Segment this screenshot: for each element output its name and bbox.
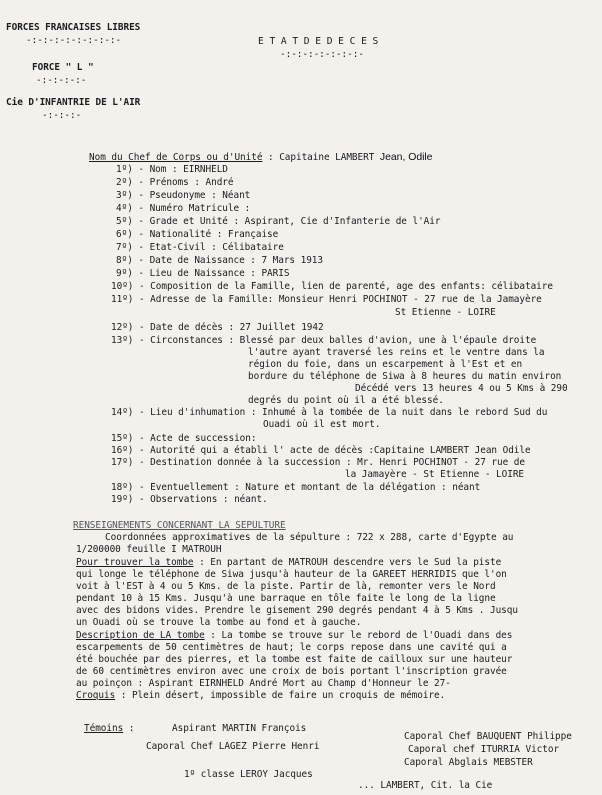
field-circonstances: 13º) - Circonstances : Blessé par deux balles d'avion, une à l'épaule droite (111, 335, 537, 346)
field-eventuellement: 18º) - Eventuellement : Nature et montant de la délégation : néant (111, 482, 481, 493)
field-circonstances-4: bordure du téléphone de Siwa à 8 heures du matin environ (248, 371, 562, 382)
org1-separator: -:-:-:-:-:-:-:-:- (26, 35, 122, 46)
croquis-text: : Plein désert, impossible de faire un croquis de mémoire. (115, 690, 446, 701)
field-pseudonyme: 3º) - Pseudonyme : Néant (116, 190, 251, 201)
field-destination: 17º) - Destination donnée à la succession : Mr. Henri POCHINOT - 27 rue de (111, 457, 525, 468)
field-nom: 1º) - Nom : EIRNHELD (116, 164, 228, 175)
tomb-description-text: : La tombe se trouve sur le rebord de l'Ouadi dans des (204, 630, 513, 641)
find-tomb-6: un Ouadi où se trouve la tombe au fond et à gauche. (76, 617, 362, 628)
org-free-french-forces: FORCES FRANCAISES LIBRES (6, 22, 141, 33)
tomb-description-2: escarpements de 50 centimètres de haut; le corps repose dans une cavité qui a (76, 642, 507, 653)
witness-leroy: 1º classe LEROY Jacques (184, 769, 313, 780)
field-destination-2: la Jamayère - St Etienne - LOIRE (345, 469, 525, 480)
field-observations: 19º) - Observations : néant. (111, 494, 268, 505)
burial-coords-2: 1/200000 feuille I MATROUH (76, 544, 222, 555)
tomb-description-label: Description de LA tombe (76, 630, 205, 641)
field-famille: 10º) - Composition de la Famille, lien de parenté, age des enfants: célibataire (111, 281, 553, 292)
field-succession: 15º) - Acte de succession: (111, 433, 257, 444)
field-circonstances-6: degrés du point où il a été blessé. (248, 395, 444, 406)
find-tomb-label: Pour trouver la tombe (76, 557, 194, 568)
tomb-description-line (76, 630, 512, 642)
field-naissance: 8º) - Date de Naissance : 7 Mars 1913 (116, 255, 323, 266)
field-date-deces: 12º) - Date de décès : 27 Juillet 1942 (111, 322, 324, 333)
witness-bauquent: Caporal Chef BAUQUENT Philippe (404, 731, 572, 742)
tomb-description-3: été bouchée par des pierres, et la tombe est faite de cailloux sur une hauteur (76, 654, 513, 665)
burial-heading: RENSEIGNEMENTS CONCERNANT LA SEPULTURE (73, 520, 286, 531)
tomb-description-5: au poinçon : Aspirant EIRNHELD André Mort au Champ d'Honneur le 27- (76, 678, 451, 689)
field-circonstances-5: Décédé vers 13 heures 4 ou 5 Kms à 290 (355, 383, 568, 394)
find-tomb-line (76, 557, 501, 569)
find-tomb-4: pendant 10 à 15 Kms. Jusqu'à une barraque en tôle faite le long de la ligne (76, 593, 496, 604)
witness-lagez: Caporal Chef LAGEZ Pierre Henri (146, 741, 320, 752)
field-nationalite: 6º) - Nationalité : Française (116, 229, 279, 240)
chief-label: Nom du Chef de Corps ou d'Unité (89, 152, 263, 163)
field-matricule: 4º) - Numéro Matricule : (116, 203, 251, 214)
find-tomb-text: : En partant de MATROUH descendre vers le Sud la piste (193, 557, 502, 568)
org3-separator: -:-:-:- (42, 110, 82, 121)
title-separator: -:-:-:-:-:-:-:- (280, 49, 364, 60)
field-autorite: 16º) - Autorité qui a établi l' acte de décès :Capitaine LAMBERT Jean Odile (111, 445, 531, 456)
witness-mebster: Caporal Abglais MEBSTER (404, 757, 533, 768)
chief-line (89, 151, 432, 164)
witnesses-colon: : (123, 723, 135, 734)
chief-handwritten-name: Jean, Odile (379, 151, 433, 163)
field-circonstances-3: région du foie, dans un escarpement à l'Est et en (248, 359, 523, 370)
field-inhumation-2: Ouadi où il est mort. (263, 419, 381, 430)
field-adresse: 11º) - Adresse de la Famille: Monsieur Henri POCHINOT - 27 rue de la Jamayère (111, 294, 542, 305)
field-circonstances-2: l'autre ayant traversé les reins et le ventre dans la (248, 347, 545, 358)
field-adresse-ville: St Etienne - LOIRE (395, 307, 496, 318)
find-tomb-3: voit à l'EST à 4 ou 5 Kms. de la piste. Partir de là, remonter vers le Nord (76, 581, 496, 592)
witnesses-label: Témoins (84, 723, 124, 734)
witness-iturria: Caporal chef ITURRIA Victor (408, 744, 560, 755)
croquis-line (76, 690, 445, 702)
org2-separator: -:-:-:-:- (36, 75, 87, 86)
field-etat-civil: 7º) - Etat-Civil : Célibataire (116, 242, 284, 253)
org-company: Cie D'INFANTRIE DE L'AIR (6, 97, 141, 108)
field-grade: 5º) - Grade et Unité : Aspirant, Cie d'Infanterie de l'Air (116, 216, 441, 227)
burial-coords: Coordonnées approximatives de la sépulture : 722 x 288, carte d'Egypte au (105, 532, 514, 543)
document-title: E T A T D E D E C E S (258, 36, 379, 47)
croquis-label: Croquis (76, 690, 116, 701)
find-tomb-2: qui longe le téléphone de Siwa jusqu'à hauteur de la GAREET HERRIDIS que l'on (76, 569, 507, 580)
org-force-l: FORCE " L " (32, 62, 94, 73)
witness-martin: Aspirant MARTIN François (172, 723, 307, 734)
field-lieu-naissance: 9º) - Lieu de Naissance : PARIS (116, 268, 290, 279)
field-inhumation: 14º) - Lieu d'inhumation : Inhumé à la tombée de la nuit dans le rebord Sud du (111, 407, 548, 418)
find-tomb-5: avec des bidons vides. Prendre le gisement 290 degrés pendant 4 à 5 Kms . Jusqu (76, 605, 518, 616)
signature-lambert: ... LAMBERT, Cit. la Cie (358, 780, 493, 791)
tomb-description-4: de 60 centimètres environ avec une croix de bois portant l'inscription gravée (76, 666, 507, 677)
chief-value: : Capitaine LAMBERT (262, 152, 380, 163)
field-prenoms: 2º) - Prénoms : André (116, 177, 234, 188)
witnesses-line (84, 723, 134, 735)
